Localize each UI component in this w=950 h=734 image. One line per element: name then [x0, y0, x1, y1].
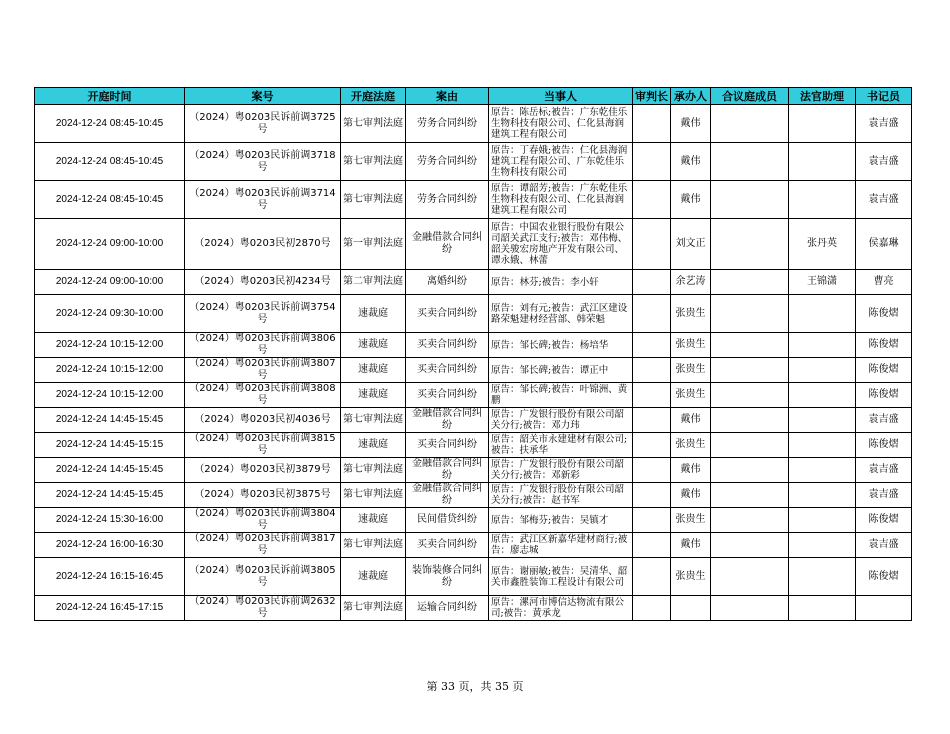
cell-panel-members [711, 181, 789, 219]
cell-parties: 原告：邹长碑;被告：杨培华 [489, 333, 633, 358]
cell-clerk: 袁吉盛 [856, 408, 912, 433]
cell-parties: 原告：陈岳标;被告：广东乾佳乐生物科技有限公司、仁化县海润建筑工程有限公司 [489, 105, 633, 143]
cell-clerk [856, 596, 912, 621]
cell-cause: 买卖合同纠纷 [406, 533, 489, 558]
table-row [35, 358, 912, 383]
cell-time: 2024-12-24 10:15-12:00 [35, 358, 185, 383]
cell-judge-assistant [789, 508, 856, 533]
cell-cause: 劳务合同纠纷 [406, 181, 489, 219]
cell-panel-members [711, 558, 789, 596]
cell-case-number: （2024）粤0203民诉前调3815号 [185, 433, 341, 458]
cell-judge-assistant: 张丹英 [789, 219, 856, 270]
cell-panel-members [711, 333, 789, 358]
cell-judge-assistant [789, 181, 856, 219]
cell-case-number: （2024）粤0203民诉前调3718号 [185, 143, 341, 181]
cell-courtroom: 第七审判法庭 [341, 596, 406, 621]
cell-presiding-judge [633, 358, 671, 383]
cell-time: 2024-12-24 14:45-15:45 [35, 408, 185, 433]
cell-case-number: （2024）粤0203民诉前调3807号 [185, 358, 341, 383]
cell-cause: 买卖合同纠纷 [406, 383, 489, 408]
table-header-row [35, 88, 912, 105]
cell-parties: 原告：广发银行股份有限公司韶关分行;被告：赵书军 [489, 483, 633, 508]
cell-case-number: （2024）粤0203民诉前调3805号 [185, 558, 341, 596]
cell-time: 2024-12-24 16:00-16:30 [35, 533, 185, 558]
cell-case-number: （2024）粤0203民初4234号 [185, 270, 341, 295]
cell-parties: 原告：邹长碑;被告：谭正中 [489, 358, 633, 383]
table-row [35, 270, 912, 295]
cell-judge-assistant [789, 295, 856, 333]
cell-parties: 原告：谢丽敏;被告：吴清华、韶关市鑫胜装饰工程设计有限公司 [489, 558, 633, 596]
cell-case-number: （2024）粤0203民诉前调3714号 [185, 181, 341, 219]
table-row [35, 596, 912, 621]
cell-parties: 原告：广发银行股份有限公司韶关分行;被告：邓新彩 [489, 458, 633, 483]
cell-time: 2024-12-24 16:15-16:45 [35, 558, 185, 596]
cell-panel-members [711, 408, 789, 433]
cell-presiding-judge [633, 333, 671, 358]
cell-presiding-judge [633, 458, 671, 483]
cell-handler: 张贵生 [671, 558, 711, 596]
cell-presiding-judge [633, 383, 671, 408]
table-row [35, 558, 912, 596]
cell-handler: 戴伟 [671, 143, 711, 181]
cell-handler: 张贵生 [671, 333, 711, 358]
header-cause: 案由 [406, 88, 489, 105]
cell-time: 2024-12-24 09:00-10:00 [35, 270, 185, 295]
cell-parties: 原告：广发银行股份有限公司韶关分行;被告：邓力玮 [489, 408, 633, 433]
cell-handler: 戴伟 [671, 408, 711, 433]
cell-time: 2024-12-24 08:45-10:45 [35, 105, 185, 143]
cell-cause: 金融借款合同纠纷 [406, 458, 489, 483]
header-parties: 当事人 [489, 88, 633, 105]
cell-clerk: 袁吉盛 [856, 143, 912, 181]
cell-parties: 原告：刘有元;被告：武江区建设路荣魁建材经营部、韩荣魁 [489, 295, 633, 333]
table-row [35, 333, 912, 358]
cell-case-number: （2024）粤0203民初4036号 [185, 408, 341, 433]
cell-time: 2024-12-24 10:15-12:00 [35, 383, 185, 408]
cell-parties: 原告：武江区新嘉华建材商行;被告：廖志城 [489, 533, 633, 558]
cell-cause: 买卖合同纠纷 [406, 295, 489, 333]
cell-judge-assistant [789, 408, 856, 433]
cell-presiding-judge [633, 181, 671, 219]
cell-clerk: 陈俊熠 [856, 358, 912, 383]
cell-clerk: 陈俊熠 [856, 383, 912, 408]
cell-clerk: 陈俊熠 [856, 558, 912, 596]
header-panel-members: 合议庭成员 [711, 88, 789, 105]
cell-presiding-judge [633, 408, 671, 433]
cell-parties: 原告：韶关市永建建材有限公司;被告：扶承华 [489, 433, 633, 458]
cell-panel-members [711, 358, 789, 383]
cell-cause: 劳务合同纠纷 [406, 143, 489, 181]
cell-courtroom: 速裁庭 [341, 508, 406, 533]
cell-presiding-judge [633, 533, 671, 558]
cell-cause: 劳务合同纠纷 [406, 105, 489, 143]
cell-time: 2024-12-24 08:45-10:45 [35, 143, 185, 181]
cell-case-number: （2024）粤0203民诉前调3806号 [185, 333, 341, 358]
cell-handler: 张贵生 [671, 433, 711, 458]
table-row [35, 219, 912, 270]
cell-case-number: （2024）粤0203民初3879号 [185, 458, 341, 483]
cell-parties: 原告：邹长碑;被告：叶锦洲、黄鹏 [489, 383, 633, 408]
cell-judge-assistant [789, 483, 856, 508]
cell-case-number: （2024）粤0203民诉前调3817号 [185, 533, 341, 558]
cell-clerk: 曹亮 [856, 270, 912, 295]
cell-courtroom: 速裁庭 [341, 358, 406, 383]
cell-clerk: 袁吉盛 [856, 105, 912, 143]
cell-parties: 原告：丁春娥;被告：仁化县海润建筑工程有限公司、广东乾佳乐生物科技有限公司 [489, 143, 633, 181]
table-row [35, 295, 912, 333]
cell-judge-assistant [789, 533, 856, 558]
cell-handler: 张贵生 [671, 383, 711, 408]
cell-judge-assistant: 王锦潇 [789, 270, 856, 295]
cell-parties: 原告：中国农业银行股份有限公司韶关武江支行;被告：邓伟梅、韶关骏宏房地产开发有限公司、谭永娥、林蕾 [489, 219, 633, 270]
cell-handler: 戴伟 [671, 533, 711, 558]
cell-cause: 金融借款合同纠纷 [406, 483, 489, 508]
cell-parties: 原告：林芬;被告：李小轩 [489, 270, 633, 295]
cell-time: 2024-12-24 14:45-15:45 [35, 483, 185, 508]
cell-presiding-judge [633, 558, 671, 596]
cell-clerk: 侯嘉琳 [856, 219, 912, 270]
cell-time: 2024-12-24 09:00-10:00 [35, 219, 185, 270]
cell-handler: 戴伟 [671, 458, 711, 483]
cell-judge-assistant [789, 558, 856, 596]
table-row [35, 143, 912, 181]
cell-cause: 买卖合同纠纷 [406, 333, 489, 358]
cell-time: 2024-12-24 14:45-15:45 [35, 458, 185, 483]
header-handler: 承办人 [671, 88, 711, 105]
cell-panel-members [711, 219, 789, 270]
cell-presiding-judge [633, 143, 671, 181]
cell-handler: 张贵生 [671, 358, 711, 383]
cell-handler: 戴伟 [671, 181, 711, 219]
cell-panel-members [711, 483, 789, 508]
cell-judge-assistant [789, 433, 856, 458]
cell-presiding-judge [633, 295, 671, 333]
cell-panel-members [711, 508, 789, 533]
cell-judge-assistant [789, 143, 856, 181]
table-row [35, 508, 912, 533]
cell-courtroom: 第七审判法庭 [341, 105, 406, 143]
table-row [35, 433, 912, 458]
hearing-schedule-table [34, 87, 912, 621]
cell-clerk: 陈俊熠 [856, 433, 912, 458]
cell-handler: 余艺涛 [671, 270, 711, 295]
cell-judge-assistant [789, 358, 856, 383]
table-row [35, 458, 912, 483]
cell-clerk: 陈俊熠 [856, 333, 912, 358]
cell-case-number: （2024）粤0203民诉前调3725号 [185, 105, 341, 143]
cell-panel-members [711, 533, 789, 558]
cell-case-number: （2024）粤0203民诉前调3754号 [185, 295, 341, 333]
cell-clerk: 袁吉盛 [856, 483, 912, 508]
cell-presiding-judge [633, 596, 671, 621]
cell-case-number: （2024）粤0203民诉前调3804号 [185, 508, 341, 533]
cell-case-number: （2024）粤0203民诉前调2632号 [185, 596, 341, 621]
header-judge-assistant: 法官助理 [789, 88, 856, 105]
cell-cause: 金融借款合同纠纷 [406, 408, 489, 433]
cell-judge-assistant [789, 105, 856, 143]
cell-judge-assistant [789, 383, 856, 408]
cell-clerk: 袁吉盛 [856, 181, 912, 219]
table-row [35, 408, 912, 433]
cell-panel-members [711, 270, 789, 295]
cell-judge-assistant [789, 596, 856, 621]
cell-panel-members [711, 596, 789, 621]
cell-clerk: 陈俊熠 [856, 508, 912, 533]
cell-presiding-judge [633, 483, 671, 508]
cell-courtroom: 第七审判法庭 [341, 143, 406, 181]
cell-handler [671, 596, 711, 621]
cell-panel-members [711, 383, 789, 408]
cell-cause: 装饰装修合同纠纷 [406, 558, 489, 596]
cell-parties: 原告：谭韶芳;被告：广东乾佳乐生物科技有限公司、仁化县海润建筑工程有限公司 [489, 181, 633, 219]
cell-clerk: 袁吉盛 [856, 533, 912, 558]
cell-parties: 原告：漯河市博信达物流有限公司;被告：黄承龙 [489, 596, 633, 621]
cell-courtroom: 速裁庭 [341, 383, 406, 408]
cell-handler: 戴伟 [671, 483, 711, 508]
cell-handler: 刘文正 [671, 219, 711, 270]
cell-presiding-judge [633, 270, 671, 295]
cell-parties: 原告：邹梅芬;被告：吴镇才 [489, 508, 633, 533]
cell-courtroom: 第二审判法庭 [341, 270, 406, 295]
cell-panel-members [711, 105, 789, 143]
cell-courtroom: 第七审判法庭 [341, 533, 406, 558]
cell-judge-assistant [789, 333, 856, 358]
cell-clerk: 陈俊熠 [856, 295, 912, 333]
cell-cause: 离婚纠纷 [406, 270, 489, 295]
cell-time: 2024-12-24 08:45-10:45 [35, 181, 185, 219]
table-row [35, 105, 912, 143]
table-row [35, 181, 912, 219]
cell-panel-members [711, 143, 789, 181]
cell-courtroom: 第七审判法庭 [341, 181, 406, 219]
cell-time: 2024-12-24 15:30-16:00 [35, 508, 185, 533]
table-row [35, 533, 912, 558]
cell-cause: 金融借款合同纠纷 [406, 219, 489, 270]
cell-case-number: （2024）粤0203民初3875号 [185, 483, 341, 508]
cell-presiding-judge [633, 105, 671, 143]
cell-courtroom: 第七审判法庭 [341, 483, 406, 508]
cell-time: 2024-12-24 16:45-17:15 [35, 596, 185, 621]
cell-cause: 运输合同纠纷 [406, 596, 489, 621]
cell-case-number: （2024）粤0203民初2870号 [185, 219, 341, 270]
cell-panel-members [711, 295, 789, 333]
cell-courtroom: 第一审判法庭 [341, 219, 406, 270]
cell-courtroom: 速裁庭 [341, 333, 406, 358]
cell-presiding-judge [633, 219, 671, 270]
header-time: 开庭时间 [35, 88, 185, 105]
cell-courtroom: 第七审判法庭 [341, 408, 406, 433]
cell-clerk: 袁吉盛 [856, 458, 912, 483]
header-case-number: 案号 [185, 88, 341, 105]
cell-presiding-judge [633, 508, 671, 533]
cell-panel-members [711, 458, 789, 483]
cell-presiding-judge [633, 433, 671, 458]
header-clerk: 书记员 [856, 88, 912, 105]
cell-courtroom: 速裁庭 [341, 433, 406, 458]
cell-handler: 张贵生 [671, 508, 711, 533]
page-footer: 第 33 页，共 35 页 [426, 680, 524, 693]
cell-time: 2024-12-24 10:15-12:00 [35, 333, 185, 358]
cell-cause: 民间借贷纠纷 [406, 508, 489, 533]
cell-courtroom: 速裁庭 [341, 295, 406, 333]
cell-time: 2024-12-24 09:30-10:00 [35, 295, 185, 333]
cell-time: 2024-12-24 14:45-15:15 [35, 433, 185, 458]
table-row [35, 483, 912, 508]
cell-panel-members [711, 433, 789, 458]
cell-cause: 买卖合同纠纷 [406, 433, 489, 458]
header-presiding-judge: 审判长 [633, 88, 671, 105]
header-courtroom: 开庭法庭 [341, 88, 406, 105]
cell-cause: 买卖合同纠纷 [406, 358, 489, 383]
cell-handler: 张贵生 [671, 295, 711, 333]
cell-courtroom: 第七审判法庭 [341, 458, 406, 483]
cell-handler: 戴伟 [671, 105, 711, 143]
cell-case-number: （2024）粤0203民诉前调3808号 [185, 383, 341, 408]
cell-courtroom: 速裁庭 [341, 558, 406, 596]
table-row [35, 383, 912, 408]
cell-judge-assistant [789, 458, 856, 483]
